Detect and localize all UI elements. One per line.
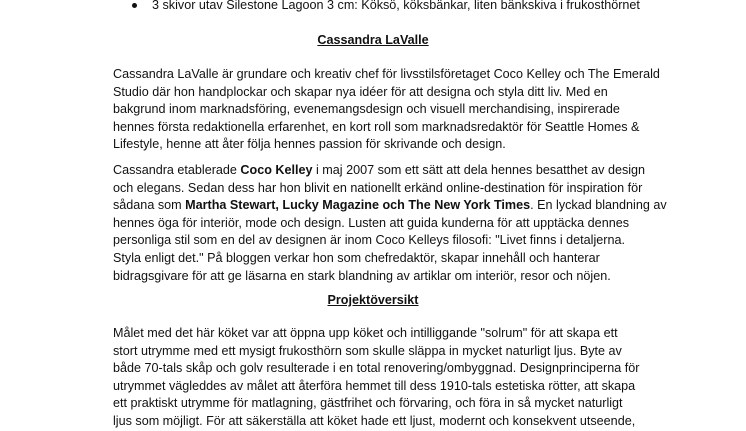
paragraph-line: personliga stil som en del av designen är inom Coco Kelleys filosofi: "Livet finns i detaljerna.: [113, 233, 625, 248]
bullet-dot-icon: [132, 3, 137, 8]
bio-heading: Cassandra LaValle: [317, 33, 429, 47]
bullet-list-item: [132, 0, 640, 15]
project-paragraph: [113, 325, 733, 431]
paragraph-line: [113, 197, 733, 215]
paragraph-line: ljus som möjligt. För att säkerställa att köket hade ett ljust, modernt och konsekvent utseende,: [113, 413, 636, 428]
paragraph-line: utrymmet vägleddes av målet att återföra hemmet till dess 1910-tals estetiska rötter, att skapa: [113, 378, 636, 393]
paragraph-line: Lifestyle, henne att åter följa hennes passion för skrivande och design.: [113, 137, 506, 152]
paragraph-line: stort utrymme med ett mysigt frukosthörn som skulle släppa in mycket naturligt ljus. Byte av: [113, 343, 622, 358]
paragraph-line: bidragsgivare för att ge läsarna en stark blandning av artiklar om interiör, resor och nöjen.: [113, 268, 611, 283]
bio-paragraph-2: [113, 162, 733, 285]
bold-publications: Martha Stewart, Lucky Magazine och The New York Times: [185, 198, 531, 213]
bold-brand-name: Coco Kelley: [240, 163, 313, 177]
paragraph-line: hennes öga för interiör, mode och design. Lusten att guida kunderna för att upptäcka dennes: [113, 215, 629, 230]
text-run: i maj 2007 som ett sätt att dela hennes besatthet av design: [312, 163, 646, 177]
paragraph-line: Målet med det här köket var att öppna upp köket och intilliggande "solrum" för att skapa ett: [113, 326, 618, 340]
project-heading: Projektöversikt: [327, 293, 419, 307]
paragraph-line: Studio där hon handplockar och skapar nya idéer för att designa och styla ditt liv. Med en: [113, 84, 608, 99]
paragraph-line: hennes första redaktionella erfarenhet, en kort roll som marknadsredaktör för Seattle Homes &: [113, 119, 640, 134]
paragraph-line: bakgrund inom marknadsföring, evenemangsdesign och visuell merchandising, inspirerade: [113, 102, 620, 117]
bio-paragraph-1: [113, 66, 733, 154]
bullet-text: 3 skivor utav Silestone Lagoon 3 cm: Köksö, köksbänkar, liten bänkskiva i frukosthörnet: [152, 0, 640, 12]
paragraph-line: Styla enligt det." På bloggen verkar hon som chefredaktör, skapar innehåll och hanterar: [113, 250, 600, 265]
paragraph-line: både 70-tals skåp och golv resulterade i en total renovering/ombyggnad. Designprinciperna för: [113, 361, 640, 376]
paragraph-line: ett praktiskt utrymme för matlagning, gästfrihet och förvaring, och föra in så mycket naturligt: [113, 396, 623, 411]
text-run: Cassandra etablerade: [113, 163, 241, 177]
text-run: sådana som: [113, 198, 186, 213]
text-run: . En lyckad blandning av: [530, 198, 667, 213]
paragraph-line: [113, 162, 733, 180]
paragraph-line: och elegans. Sedan dess har hon blivit en nationellt erkänd online-destination för inspiration för: [113, 180, 643, 195]
paragraph-line: Cassandra LaValle är grundare och kreativ chef för livsstilsföretaget Coco Kelley och The Emerald: [113, 67, 660, 81]
